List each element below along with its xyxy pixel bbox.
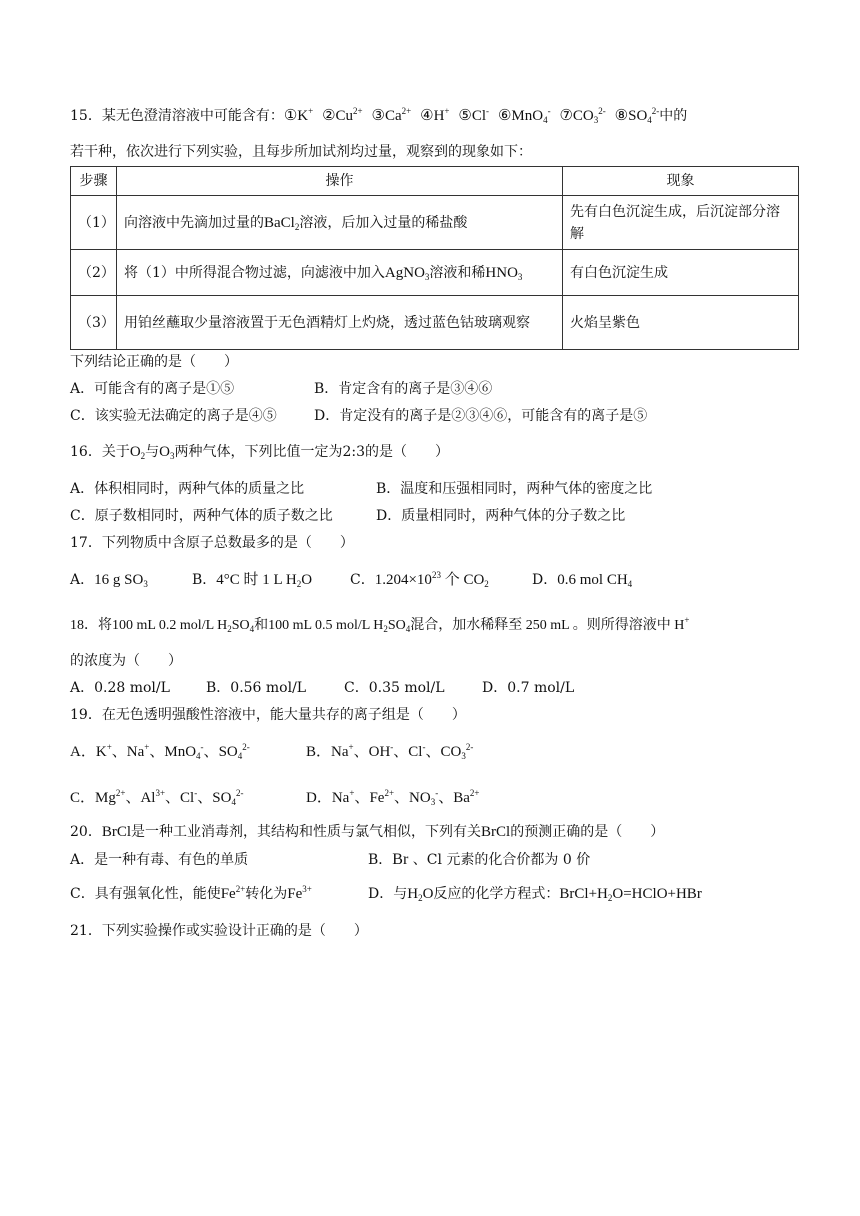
header-observation: 现象	[563, 167, 799, 196]
ion-3: $③Ca^{2+}$	[371, 106, 412, 124]
q18-stem-line2: 的浓度为（ ）	[70, 653, 182, 669]
ion-7: $⑦CO_3^{2-}$	[559, 106, 606, 125]
q15-option-c[interactable]: C．该实验无法确定的离子是④⑤	[70, 408, 277, 424]
q16-option-a[interactable]: A．体积相同时，两种气体的质量之比	[70, 481, 305, 497]
q15-stem-line2: 若干种，依次进行下列实验，且每步所加试剂均过量，观察到的现象如下：	[70, 144, 532, 160]
q18-option-d[interactable]: D．0.7 mol/L	[482, 680, 575, 696]
header-operation: 操作	[117, 167, 563, 196]
observation-cell: 先有白色沉淀生成，后沉淀部分溶解	[563, 196, 799, 250]
q19-option-a[interactable]: A．K+、Na+、MnO$_4$-、$SO_4^{2-}$	[70, 742, 250, 761]
q17-option-d[interactable]: D．0.6 mol $CH_4$	[532, 572, 633, 589]
table-row	[71, 196, 799, 250]
q16-stem: 16．关于$O_2$与$O_3$两种气体，下列比值一定为2:3的是（ ）	[70, 444, 450, 461]
q15-stem	[70, 106, 687, 126]
q17-option-a[interactable]: A．16 g $SO_3$	[70, 572, 148, 589]
q18-option-c[interactable]: C．0.35 mol/L	[344, 680, 445, 696]
ion-2: $②Cu^{2+}$	[322, 106, 363, 124]
q20-option-b[interactable]: B．Br 、Cl 元素的化合价都为 0 价	[368, 851, 591, 868]
operation-cell: 用铂丝蘸取少量溶液置于无色酒精灯上灼烧，透过蓝色钴玻璃观察	[117, 296, 563, 350]
experiment-table	[70, 166, 799, 350]
q16-option-b[interactable]: B．温度和压强相同时，两种气体的密度之比	[376, 481, 653, 497]
q15-lead: 15．某无色澄清溶液中可能含有：	[70, 108, 284, 124]
ion-4: ④H+	[420, 106, 450, 124]
q16-option-c[interactable]: C．原子数相同时，两种气体的质子数之比	[70, 508, 333, 524]
q15-stem-tail: 中的	[659, 108, 688, 124]
observation-cell: 火焰呈紫色	[563, 296, 799, 350]
q20-option-a[interactable]: A．是一种有毒、有色的单质	[70, 852, 249, 868]
q15-option-b[interactable]: B．肯定含有的离子是③④⑥	[314, 381, 493, 397]
header-step: 步骤	[71, 167, 117, 196]
q16-option-d[interactable]: D．质量相同时，两种气体的分子数之比	[376, 508, 626, 524]
q19-option-b[interactable]: B．Na+、OH-、Cl-、$CO_3^{2-}$	[306, 742, 474, 761]
step-cell: （1）	[71, 196, 117, 250]
q18-stem: 18．将100 mL 0.2 mol/L $H_2SO_4$和100 mL 0.5 mol/L $H_2SO_4$混合，加水稀释至 250 mL 。则所得溶液中 H+	[70, 615, 690, 634]
q20-option-c[interactable]: C．具有强氧化性，能使$Fe^{2+}$转化为$Fe^{3+}$	[70, 884, 312, 902]
q17-option-b[interactable]: B．4°C 时 1 L $H_2O$	[192, 572, 313, 589]
ion-5: ⑤Cl-	[458, 106, 490, 124]
step-cell: （3）	[71, 296, 117, 350]
step-cell: （2）	[71, 250, 117, 296]
table-row	[71, 250, 799, 296]
q15-ask: 下列结论正确的是（ ）	[70, 354, 238, 370]
ion-1: ①K+	[283, 106, 314, 124]
q15-option-a[interactable]: A．可能含有的离子是①⑤	[70, 381, 235, 397]
q20-stem: 20．BrCl是一种工业消毒剂，其结构和性质与氯气相似，下列有关BrCl的预测正确的是（ ）	[70, 824, 665, 840]
q17-stem: 17．下列物质中含原子总数最多的是（ ）	[70, 535, 354, 551]
table-row	[71, 296, 799, 350]
ion-8: $⑧SO_4^{2-}$	[614, 106, 660, 125]
q19-option-d[interactable]: D．Na+、$Fe^{2+}$、$NO_3^-$、$Ba^{2+}$	[306, 788, 480, 807]
q15-option-d[interactable]: D．肯定没有的离子是②③④⑥，可能含有的离子是⑤	[314, 408, 648, 424]
table-header-row	[71, 167, 799, 196]
q18-option-a[interactable]: A．0.28 mol/L	[70, 680, 170, 696]
q21-stem: 21．下列实验操作或实验设计正确的是（ ）	[70, 923, 368, 939]
q18-option-b[interactable]: B．0.56 mol/L	[206, 680, 307, 696]
q19-stem: 19．在无色透明强酸性溶液中，能大量共存的离子组是（ ）	[70, 707, 466, 723]
ion-6: ⑥MnO$_4$-	[497, 106, 551, 125]
q17-option-c[interactable]: C．$1.204\times 10^{23}$ 个 $CO_2$	[350, 570, 489, 589]
operation-cell: 向溶液中先滴加过量的BaCl$_2$溶液，后加入过量的稀盐酸	[117, 196, 563, 250]
operation-cell: 将（1）中所得混合物过滤，向滤液中加入AgNO$_3$溶液和稀$HNO_3$	[117, 250, 563, 296]
q20-option-d[interactable]: D．与$H_2O$反应的化学方程式：$BrCl+H_2O=HClO+HBr$	[368, 886, 702, 903]
observation-cell: 有白色沉淀生成	[563, 250, 799, 296]
q19-option-c[interactable]: C．$Mg^{2+}$、$Al^{3+}$、Cl-、$SO_4^{2-}$	[70, 788, 244, 807]
